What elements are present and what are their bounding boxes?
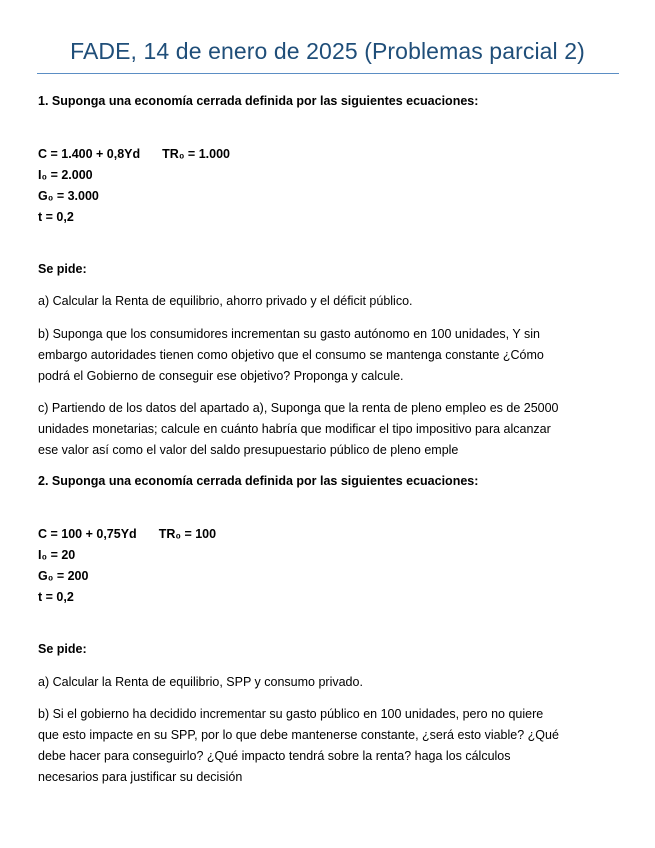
- problem2-eq-c: C = 100 + 0,75Yd: [38, 527, 137, 541]
- problem2-se-pide: Se pide:: [38, 642, 87, 656]
- problem2-heading: 2. Suponga una economía cerrada definida por las siguientes ecuaciones:: [38, 474, 479, 488]
- problem1-se-pide: Se pide:: [38, 262, 87, 276]
- problem1-question-c-line: ese valor así como el valor del saldo presupuestario público de pleno emple: [38, 443, 459, 457]
- problem2-question-b-line: debe hacer para conseguirlo? ¿Qué impacto tendrá sobre la renta? haga los cálculos: [38, 749, 511, 763]
- problem1-eq-t: t = 0,2: [38, 210, 74, 224]
- problem1-eq-i: I₀ = 2.000: [38, 168, 93, 182]
- problem2-eq-g: G₀ = 200: [38, 569, 89, 583]
- problem2-eq-tr: TR₀ = 100: [158, 527, 217, 541]
- problem2-eq-i: I₀ = 20: [38, 548, 76, 562]
- page-title: FADE, 14 de enero de 2025 (Problemas parcial 2): [70, 38, 585, 64]
- problem2-question-b-line: necesarios para justificar su decisión: [38, 770, 243, 784]
- problem1-eq-g: G₀ = 3.000: [38, 189, 99, 203]
- problem1-equation-consumption: [38, 146, 230, 162]
- problem1-heading: 1. Suponga una economía cerrada definida por las siguientes ecuaciones:: [38, 94, 479, 108]
- problem1-question-c-line: unidades monetarias; calcule en cuánto habría que modificar el tipo impositivo para alcanzar: [38, 422, 551, 436]
- problem1-eq-c: C = 1.400 + 0,8Yd: [38, 147, 141, 161]
- problem2-eq-t: t = 0,2: [38, 590, 74, 604]
- problem2-question-a: a) Calcular la Renta de equilibrio, SPP y consumo privado.: [38, 675, 363, 689]
- problem1-question-b-line: embargo autoridades tienen como objetivo que el consumo se mantenga constante ¿Cómo: [38, 348, 544, 362]
- title-underline: [37, 73, 619, 74]
- problem1-question-b-line: podrá el Gobierno de conseguir ese objetivo? Proponga y calcule.: [38, 369, 404, 383]
- problem1-eq-tr: TR₀ = 1.000: [162, 147, 230, 161]
- problem1-question-b-line: b) Suponga que los consumidores incrementan su gasto autónomo en 100 unidades, Y sin: [38, 327, 540, 341]
- problem2-equation-consumption: [38, 526, 216, 542]
- problem1-question-a: a) Calcular la Renta de equilibrio, ahorro privado y el déficit público.: [38, 294, 413, 308]
- problem2-question-b-line: b) Si el gobierno ha decidido incrementar su gasto público en 100 unidades, pero no quiere: [38, 707, 544, 721]
- problem1-question-c-line: c) Partiendo de los datos del apartado a), Suponga que la renta de pleno empleo es de 25000: [38, 401, 559, 415]
- problem2-question-b-line: que esto impacte en su SPP, por lo que debe mantenerse constante, ¿será esto viable? ¿Qué: [38, 728, 559, 742]
